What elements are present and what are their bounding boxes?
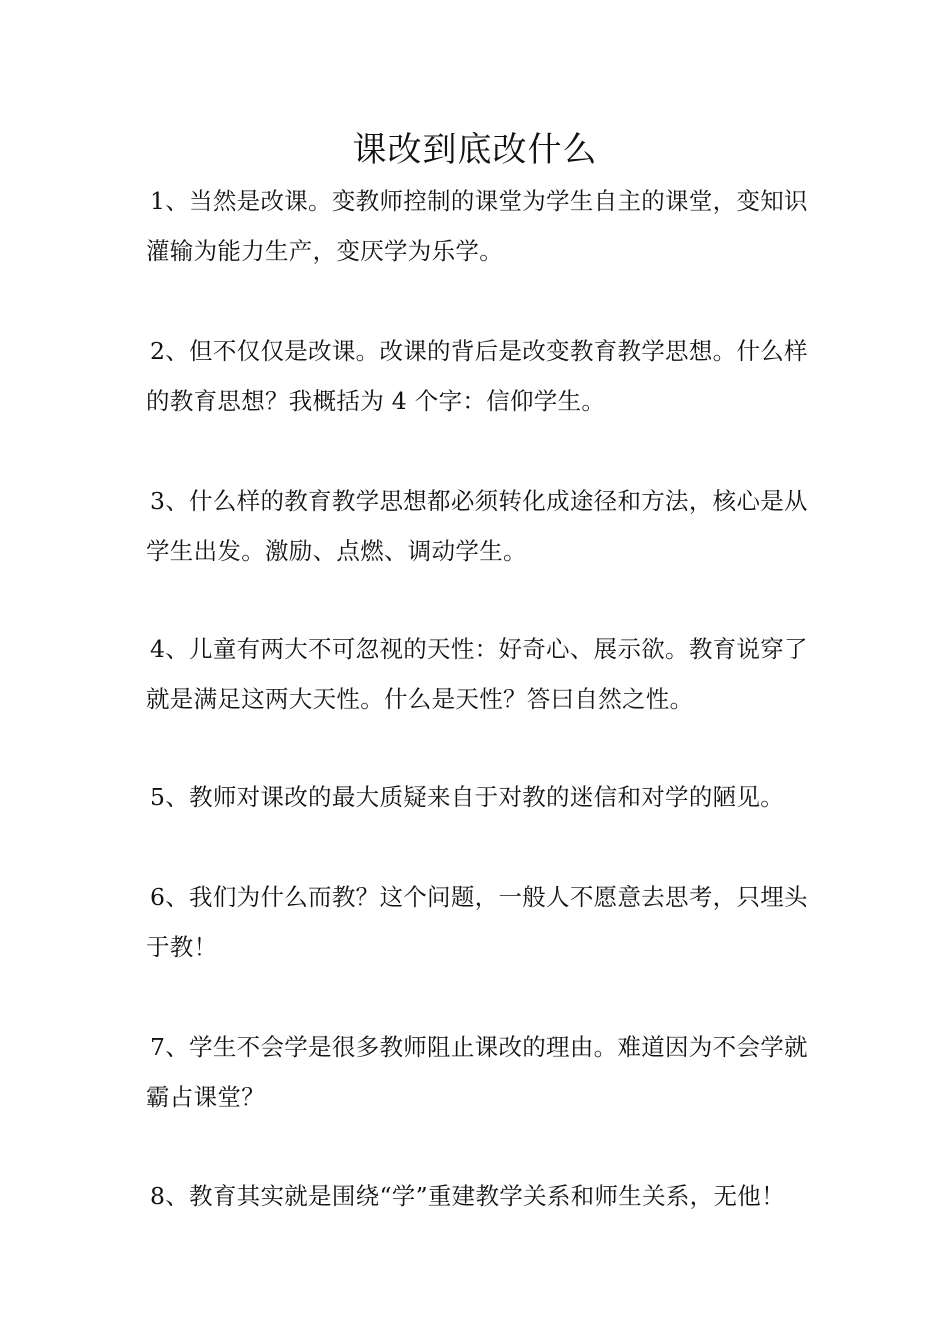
paragraph-4: 4、儿童有两大不可忽视的天性：好奇心、展示欲。教育说穿了就是满足这两大天性。什么是天性？答曰自然之性。 <box>146 635 808 713</box>
paragraph-5: 5、教师对课改的最大质疑来自于对教的迷信和对学的陋见。 <box>150 783 785 811</box>
paragraph-1: 1、当然是改课。变教师控制的课堂为学生自主的课堂，变知识灌输为能力生产，变厌学为乐学。 <box>146 187 808 265</box>
paragraph-3: 3、什么样的教育教学思想都必须转化成途径和方法，核心是从学生出发。激励、点燃、调动学生。 <box>146 487 808 565</box>
paragraph-8: 8、教育其实就是围绕“学”重建教学关系和师生关系，无他！ <box>150 1182 785 1210</box>
paragraph-6: 6、我们为什么而教？这个问题，一般人不愿意去思考，只埋头于教！ <box>146 883 808 961</box>
paragraph-2: 2、但不仅仅是改课。改课的背后是改变教育教学思想。什么样的教育思想？我概括为 4 个字：信仰学生。 <box>146 337 808 415</box>
paragraph-7: 7、学生不会学是很多教师阻止课改的理由。难道因为不会学就霸占课堂？ <box>146 1033 808 1111</box>
document-title: 课改到底改什么 <box>352 130 598 170</box>
